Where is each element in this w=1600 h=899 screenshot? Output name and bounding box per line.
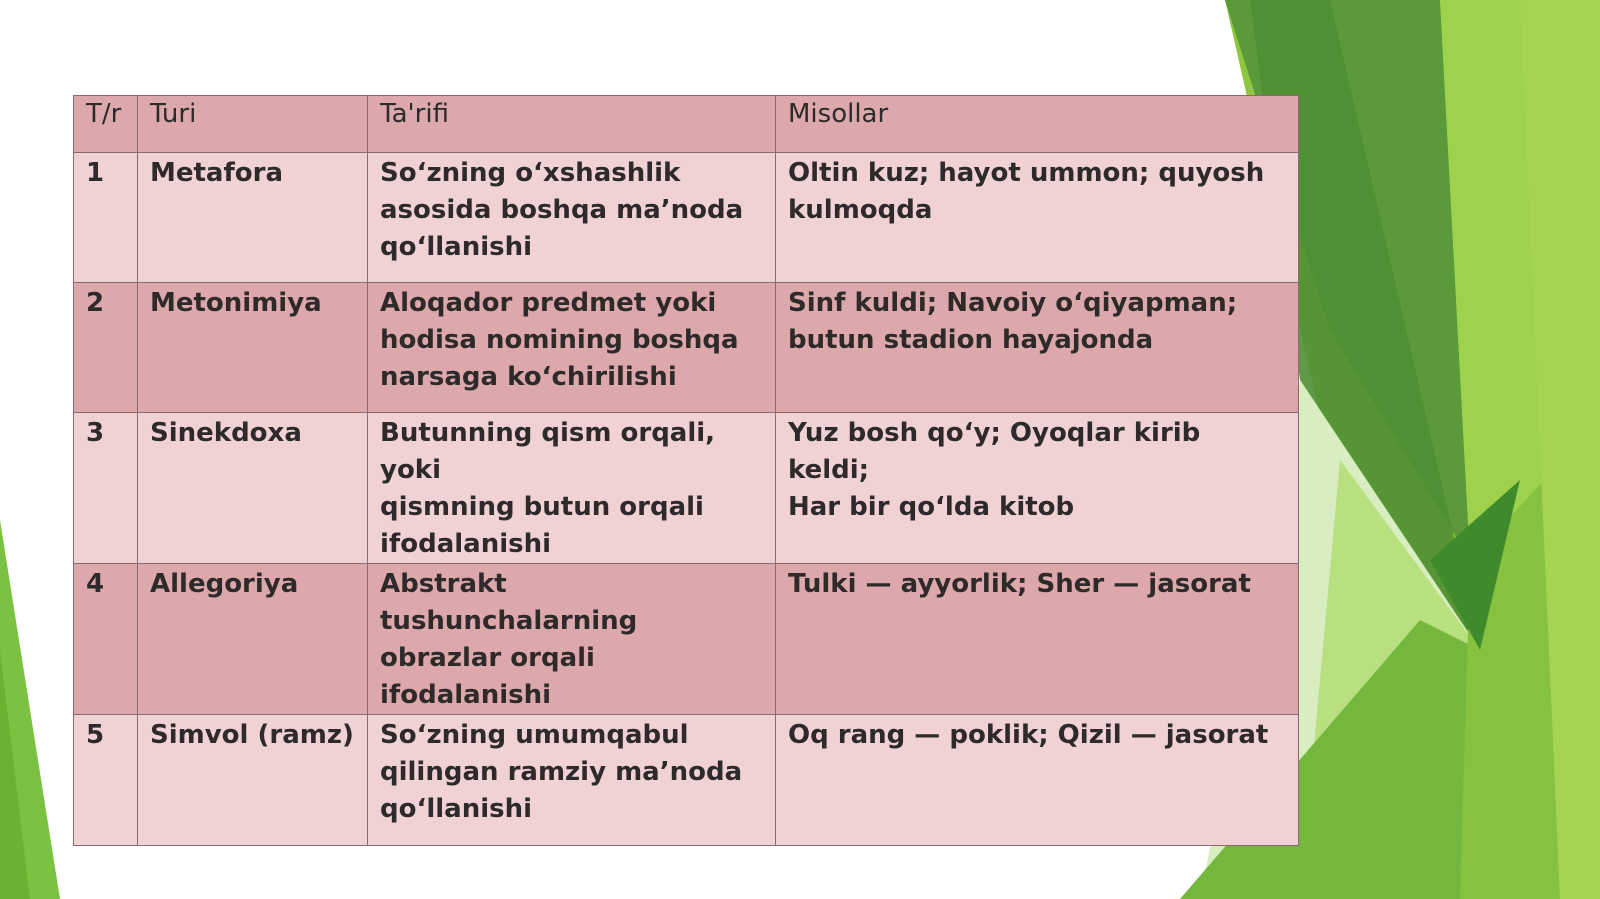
table-row [74, 715, 1299, 846]
table-row [74, 283, 1299, 413]
row-examples [776, 715, 1299, 846]
row-definition [368, 153, 776, 283]
cell-text: So‘zning umumqabul qilingan ramziy ma’noda qo‘llanishi [380, 720, 743, 824]
cell-text: Allegoriya [150, 569, 299, 599]
row-examples [776, 283, 1299, 413]
cell-text: 4 [86, 569, 105, 599]
row-definition [368, 564, 776, 715]
cell-text: Sinekdoxa [150, 418, 302, 448]
cell-text: Metafora [150, 158, 284, 188]
table-header-row [74, 96, 1299, 153]
cell-text: Butunning qism orqali, yoki qismning butun orqali ifodalanishi [380, 418, 716, 559]
row-definition [368, 715, 776, 846]
cell-text: Tulki — ayyorlik; Sher — jasorat [788, 569, 1251, 599]
cell-text: Simvol (ramz) [150, 720, 354, 750]
header-number: T/r [74, 96, 138, 153]
comparison-table [73, 95, 1299, 846]
row-number [74, 715, 138, 846]
table-row [74, 153, 1299, 283]
header-type: Turi [138, 96, 368, 153]
row-type [138, 283, 368, 413]
row-examples [776, 564, 1299, 715]
row-examples [776, 153, 1299, 283]
row-number [74, 283, 138, 413]
table-row [74, 413, 1299, 564]
cell-text: 3 [86, 418, 105, 448]
comparison-table-container [73, 95, 1298, 846]
header-examples: Misollar [776, 96, 1299, 153]
cell-text: So‘zning o‘xshashlik asosida boshqa ma’noda qo‘llanishi [380, 158, 744, 262]
row-type [138, 715, 368, 846]
row-number [74, 153, 138, 283]
cell-text: Oq rang — poklik; Qizil — jasorat [788, 720, 1269, 750]
cell-text: 2 [86, 288, 105, 318]
cell-text: Metonimiya [150, 288, 322, 318]
cell-text: Yuz bosh qo‘y; Oyoqlar kirib keldi; Har bir qo‘lda kitob [788, 418, 1201, 522]
row-type [138, 564, 368, 715]
row-number [74, 564, 138, 715]
row-type [138, 413, 368, 564]
cell-text: 5 [86, 720, 105, 750]
table-row [74, 564, 1299, 715]
row-examples [776, 413, 1299, 564]
cell-text: Oltin kuz; hayot ummon; quyosh kulmoqda [788, 158, 1265, 225]
row-definition [368, 413, 776, 564]
cell-text: 1 [86, 158, 105, 188]
row-number [74, 413, 138, 564]
cell-text: Sinf kuldi; Navoiy o‘qiyapman; butun stadion hayajonda [788, 288, 1238, 355]
cell-text: Aloqador predmet yoki hodisa nomining boshqa narsaga ko‘chirilishi [380, 288, 739, 392]
row-type [138, 153, 368, 283]
header-definition: Ta'rifi [368, 96, 776, 153]
cell-text: Abstrakt tushunchalarning obrazlar orqali ifodalanishi [380, 569, 638, 710]
row-definition [368, 283, 776, 413]
